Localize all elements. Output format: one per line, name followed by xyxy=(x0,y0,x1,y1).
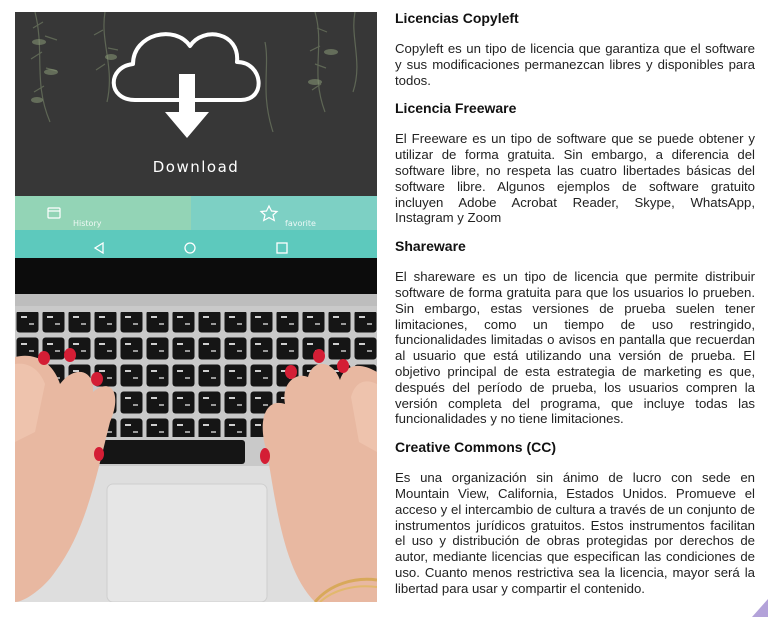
tab-history-label: History xyxy=(73,219,102,228)
section-copyleft xyxy=(395,10,755,88)
section-title: Licencias Copyleft xyxy=(395,10,519,26)
section-freeware xyxy=(395,100,755,226)
section-shareware xyxy=(395,238,755,427)
section-title: Shareware xyxy=(395,238,466,255)
laptop-scene xyxy=(15,12,377,602)
section-body: Es una organización sin ánimo de lucro con sede en Mountain View, California, Estados Unidos. Promueve el acceso y el intercambio de cultura a través de un conjunto de instrumentos jurídicos gratuitos. Estos instrumentos facilitan el uso y distribución de obras protegidas por derechos de autor, mediante licencias que especifican las condiciones de uso. Cuanto menos restrictiva sea la licencia, mayor será la libertad para usar y compartir el contenido. xyxy=(395,470,755,596)
section-title: Licencia Freeware xyxy=(395,100,517,117)
section-body: El Freeware es un tipo de software que se puede obtener y utilizar de forma gratuita. Sin embargo, a diferencia del software libre, no respeta las cuatro libertades básicas del software libre. Algunos ejemplos de software gratuito incluyen Adobe Acrobat Reader, Skype, WhatsApp, Instagram y Zoom xyxy=(395,131,755,226)
section-creative-commons xyxy=(395,439,755,596)
section-title: Creative Commons (CC) xyxy=(395,439,557,456)
tab-favorite-label: favorite xyxy=(285,219,316,228)
page-corner-decoration xyxy=(752,599,768,617)
section-body: Copyleft es un tipo de licencia que garantiza que el software y sus modificaciones permanezcan libres y disponibles para todos. xyxy=(395,41,755,88)
laptop-download-photo xyxy=(15,12,377,602)
license-text-column xyxy=(395,10,755,609)
download-label: Download xyxy=(152,158,240,176)
section-body: El shareware es un tipo de licencia que permite distribuir software de forma gratuita para que los usuarios lo prueben. Sin embargo, estas versiones de prueba suelen tener limitaciones, como un tiempo de uso restringido, funcionalidades limitadas o avisos en pantalla que recuerdan al usuario que está utilizando una versión de prueba. El objetivo principal de esta estrategia de marketing es que, después del período de prueba, los usuarios compren la versión completa del programa, que incluye todas las funcionalidades y no tiene limitaciones. xyxy=(395,269,755,427)
